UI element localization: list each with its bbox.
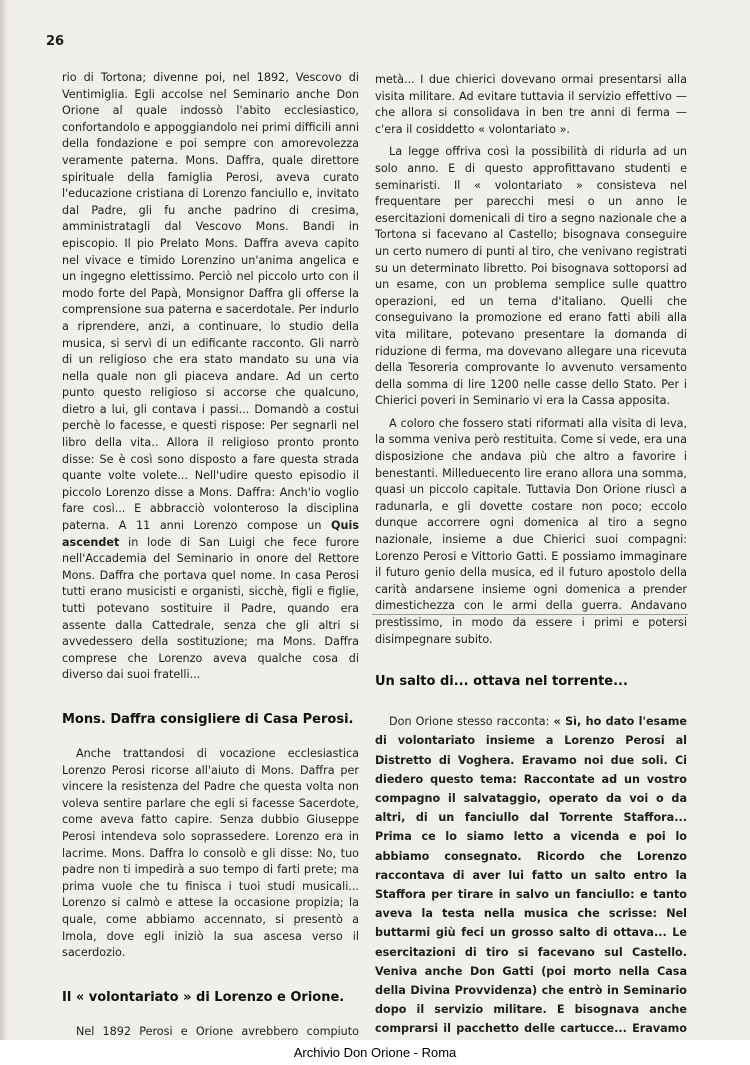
- left-paragraph-1-end: in lode di San Luigi che fece furore nell'Accademia del Seminario in onore del Rettore Mons. Daffra che portava quel nome. In casa Perosi tutti erano musicisti e organisti, sicchè, figli e figlie, tutti potevano sostituire il Padre, quando era assente dalla Cattedrale, senza che gli altri si avvedessero della sostituzione; ma Mons. Daffra comprese che Lorenzo aveva qualche cosa di diverso dai suoi fratelli...: [62, 535, 359, 682]
- section-heading-volontariato: Il « volontariato » di Lorenzo e Orione.: [62, 989, 345, 1005]
- quote-intro: Don Orione stesso racconta:: [389, 715, 554, 729]
- left-paragraph-1-text: rio di Tortona; divenne poi, nel 1892, Vescovo di Ventimiglia. Egli accolse nel Seminario anche Don Orione al quale indossò l'abito ecclesiastico, confortandolo e appoggiandolo nei primi difficili anni della fondazione e poi sempre con amorevolezza veramente paterna. Mons. Daffra, quale direttore spirituale della famiglia Perosi, aveva curato l'educazione cristiana di Lorenzo fanciullo e, invitato dal Padre, gli fu anche padrino di cresima, amministratagli dal Vescovo Mons. Bandi in episcopio. Il pio Prelato Mons. Daffra aveva capito nel vivace e timido Lorenzino un'anima angelica e un ingegno elettissimo. Perciò nel piccolo urto con il modo forte del Papà, Monsignor Daffra gli offerse la comprensione sua paterna e sacerdotale. Per indurlo a riprendere, anzi, a continuare, lo studio della musica, si servì di un edificante racconto. Gli narrò di un religioso che era stato mandato su una via nella quale non gli piaceva andare. Ad un certo punto questo religioso si accorse che qualcuno, dietro a lui, gli contava i passi... Domandò a costui perchè lo facesse, e questi rispose: Per segnarli nel libro della vita.. Allora il religioso pronto pronto disse: Se è così sono disposto a fare questa strada quante volte volete... Nell'udire questo episodio il piccolo Lorenzo disse a Mons. Daffra: Anch'io voglio fare così... E abbracciò volonteroso la disciplina paterna. A 11 anni Lorenzo compose un: [62, 71, 359, 533]
- left-paragraph-2: Anche trattandosi di vocazione ecclesiastica Lorenzo Perosi ricorse all'aiuto di Mons. Daffra per vincere la resistenza del Padre che questa volta non voleva sentire parlare che egli si facesse Sacerdote, come aveva fatto capire. Senza dubbio Giuseppe Perosi intendeva solo soprassedere. Lorenzo era in lacrime. Mons. Daffra lo consolò e gli disse: No, tuo padre non ti impedirà a suo tempo di farti prete; ma prima vuole che tu finisca i tuoi studi musicali... Lorenzo si calmò e attese la occasione propizia; la quale, come abbiamo accennato, si presentò a Imola, dove egli iniziò la sua ascesa verso il sacerdozio.: [62, 746, 359, 960]
- page-spine-shadow: [0, 0, 8, 1040]
- right-quote-paragraph: [375, 712, 687, 1040]
- work-title: Quis ascendet: [62, 519, 359, 549]
- column-rule: [372, 614, 688, 615]
- right-column: [375, 72, 687, 1040]
- page-number: 26: [46, 34, 65, 49]
- left-paragraph-3: Nel 1892 Perosi e Orione avrebbero compiuto: [76, 1024, 359, 1038]
- footer-band: [0, 1040, 750, 1065]
- quote-text: « Sì, ho dato l'esame di volontariato insieme a Lorenzo Perosi al Distretto di Voghera. Eravamo noi due soli. Ci diedero questo tema: Raccontate ad un vostro compagno il salvataggio, operato da voi o da altri, di un fanciullo dal Torrente Staffora... Prima ce lo siamo letto a vicenda e poi lo abbiamo consegnato. Ricordo che Lorenzo raccontava di aver lui fatto un salto entro la Staffora per tirare in salvo un fanciullo: e tanto aveva la testa nella musica che scrisse: Nel buttarmi giù feci un grosso salto di ottava... Le esercitazioni di tiro si facevano sul Castello. Veniva anche Don Gatti (poi morto nella Casa della Divina Provvidenza) che entrò in Seminario dopo il servizio militare. E bisognava anche comprarsi il pacchetto delle cartucce... Eravamo: [375, 715, 687, 1036]
- right-paragraph-1: metà... I due chierici dovevano ormai presentarsi alla visita militare. Ad evitare tuttavia il servizio effettivo — che allora si consolidava in ben tre anni di ferma — c'era il cosiddetto « volontariato ».: [375, 73, 687, 136]
- archive-footer: Archivio Don Orione - Roma: [293, 1045, 457, 1060]
- right-paragraph-2: La legge offriva così la possibilità di ridurla ad un solo anno. E di questo approfittavano studenti e seminaristi. Il « volontariato » consisteva nel frequentare per parecchi mesi o un anno le esercitazioni domenicali di tiro a segno nazionale che a Tortona si facevano al Castello; bisognava conseguire un certo numero di punti al tiro, che venivano registrati su un determinato libretto. Poi bisognava sottoporsi ad un esame, con un problema semplice sulle quattro operazioni, ed un tema d'italiano. Quelli che conseguivano la promozione ed erano fatti abili alla vita militare, potevano presentare la domanda di riduzione di ferma, ma dovevano allegare una ricevuta della Tesoreria comprovante lo avvenuto versamento della somma di lire 1200 nelle casse dello Stato. Per i Chierici poveri in Seminario vi era la Cassa apposita.: [375, 145, 687, 408]
- left-column: [62, 70, 359, 1040]
- right-paragraph-3: A coloro che fossero stati riformati alla visita di leva, la somma veniva però restituita. Come si vede, era una disposizione che andava più che altro a favorire i benestanti. Milleduecento lire erano allora una somma, quasi un piccolo capitale. Tuttavia Don Orione riuscì a radunarla, e gli dovette costare non poco; eccolo dunque accorrere ogni domenica al tiro a segno nazionale, insieme a due Chierici suoi compagni: Lorenzo Perosi e Vittorio Gatti. E possiamo immaginare il futuro genio della musica, ed il futuro apostolo della carità andarsene insieme ogni domenica a prender dimestichezza con le armi della guerra. Andavano prestissimo, in modo da essere i primi e potersi disimpegnare subito.: [375, 416, 687, 646]
- section-heading-salto: Un salto di... ottava nel torrente...: [375, 674, 628, 690]
- left-paragraph-1: [62, 70, 359, 684]
- section-heading-daffra: Mons. Daffra consigliere di Casa Perosi.: [62, 711, 354, 727]
